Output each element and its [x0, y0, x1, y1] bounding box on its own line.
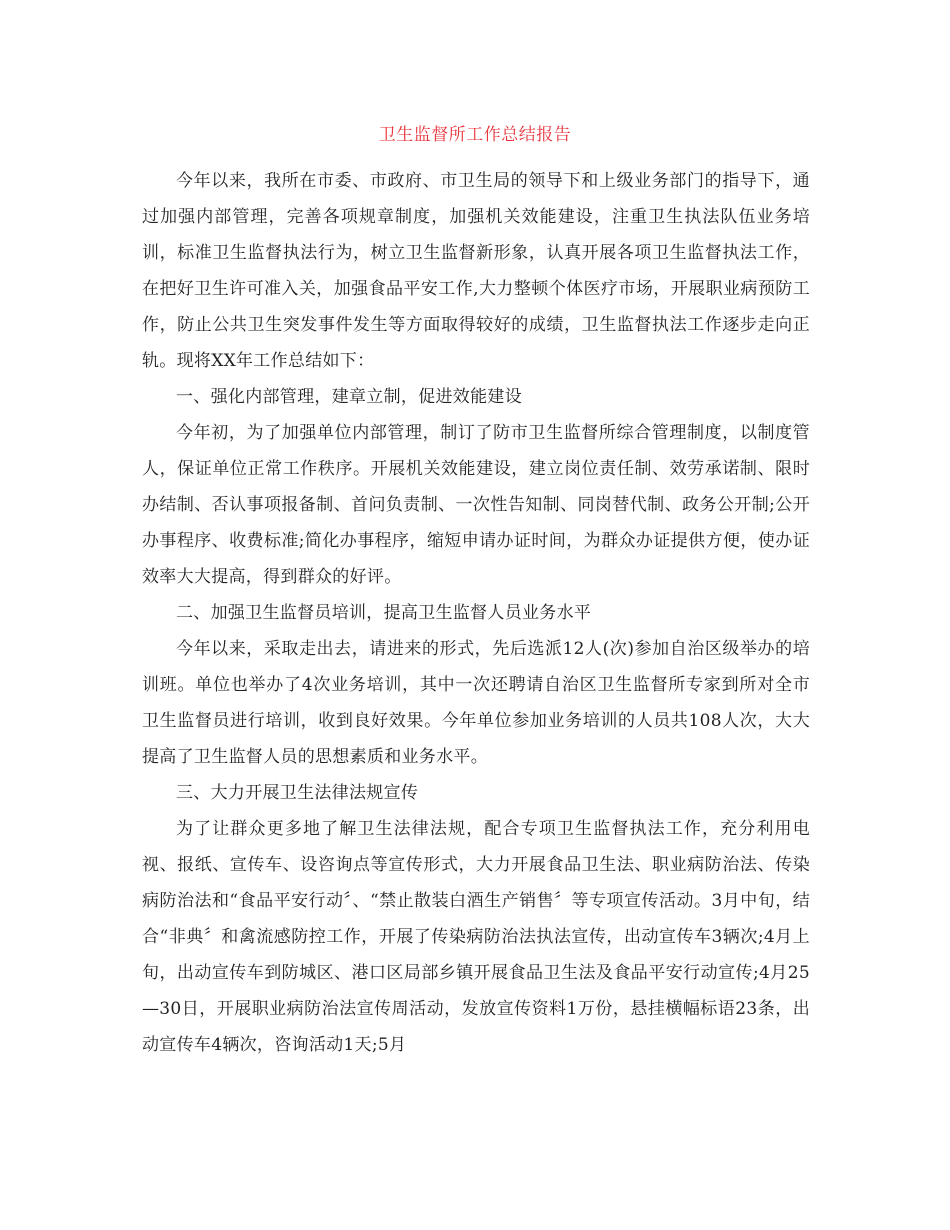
body-paragraph: 今年以来，采取走出去，请进来的形式，先后选派12人(次)参加自治区级举办的培训班。单位也举办了4次业务培训，其中一次还聘请自治区卫生监督所专家到所对全市卫生监督员进行培训，收到良好效果。今年单位参加业务培训的人员共108人次，大大提高了卫生监督人员的思想素质和业务水平。 [142, 639, 810, 767]
body-paragraph: 今年以来，我所在市委、市政府、市卫生局的领导下和上级业务部门的指导下，通过加强内部管理，完善各项规章制度，加强机关效能建设，注重卫生执法队伍业务培训，标准卫生监督执法行为，树立卫生监督新形象，认真开展各项卫生监督执法工作，在把好卫生许可准入关，加强食品平安工作,大力整顿个体医疗市场，开展职业病预防工作，防止公共卫生突发事件发生等方面取得较好的成绩，卫生监督执法工作逐步走向正轨。现将XX年工作总结如下： [142, 171, 810, 371]
document-body [142, 163, 810, 1063]
body-paragraph: 为了让群众更多地了解卫生法律法规，配合专项卫生监督执法工作，充分利用电视、报纸、宣传车、设咨询点等宣传形式，大力开展食品卫生法、职业病防治法、传染病防治法和“食品平安行动〞、“禁止散装白酒生产销售〞等专项宣传活动。3月中旬，结合“非典〞和禽流感防控工作，开展了传染病防治法执法宣传，出动宣传车3辆次;4月上旬，出动宣传车到防城区、港口区局部乡镇开展食品卫生法及食品平安行动宣传;4月25—30日，开展职业病防治法宣传周活动，发放宣传资料1万份，悬挂横幅标语23条，出动宣传车4辆次，咨询活动1天;5月 [142, 819, 810, 1055]
section-heading: 二、加强卫生监督员培训，提高卫生监督人员业务水平 [176, 603, 592, 623]
body-paragraph: 今年初，为了加强单位内部管理，制订了防市卫生监督所综合管理制度，以制度管人，保证单位正常工作秩序。开展机关效能建设，建立岗位责任制、效劳承诺制、限时办结制、否认事项报备制、首问负责制、一次性告知制、同岗替代制、政务公开制;公开办事程序、收费标准;简化办事程序，缩短申请办证时间，为群众办证提供方便，使办证效率大大提高，得到群众的好评。 [142, 423, 810, 587]
document-title: 卫生监督所工作总结报告 [378, 125, 572, 145]
section-heading: 三、大力开展卫生法律法规宣传 [176, 783, 419, 803]
section-heading: 一、强化内部管理，建章立制，促进效能建设 [176, 387, 522, 407]
